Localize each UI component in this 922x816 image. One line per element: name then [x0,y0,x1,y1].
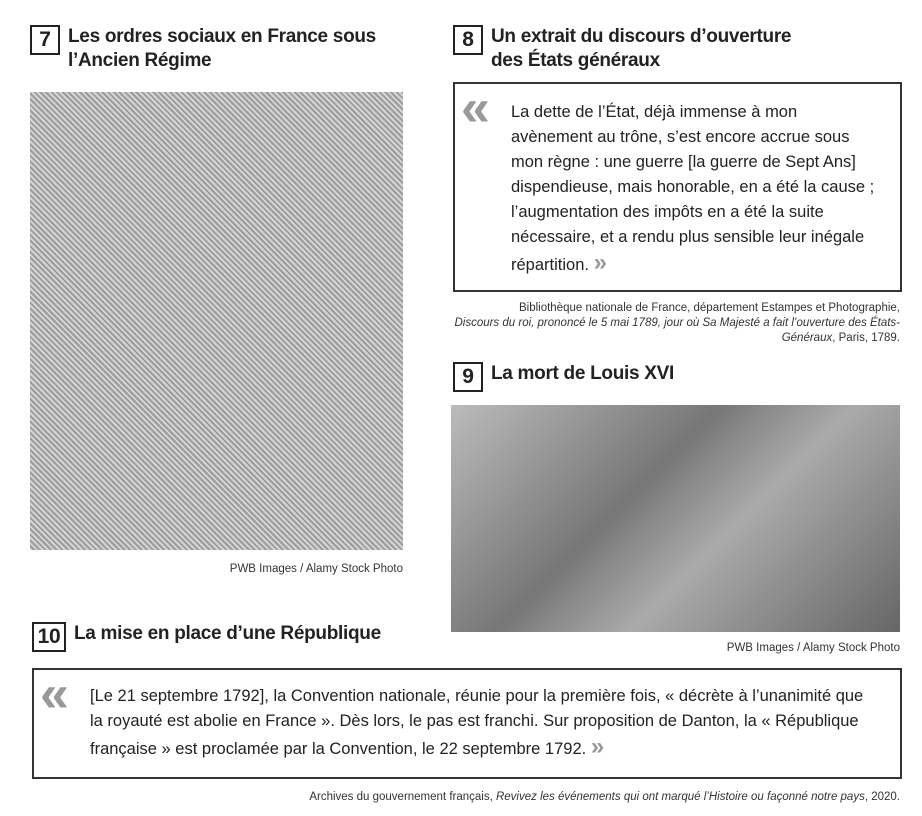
open-quote-icon: « [40,665,59,723]
doc7-engraving-image [30,92,403,550]
doc10-source: Archives du gouvernement français, Revivez les événements qui ont marqué l’Histoire ou façonné notre pays, 2020. [309,791,900,803]
doc10-number: 10 [32,622,66,652]
doc9-caption: PWB Images / Alamy Stock Photo [726,642,900,654]
doc7-heading [30,25,376,73]
doc9-title: La mort de Louis XVI [491,363,674,384]
doc10-quote-box [32,665,902,779]
doc8-heading [453,25,791,73]
close-quote-icon: » [593,249,602,276]
doc7-title-line1: Les ordres sociaux en France sous [68,26,376,47]
doc10-title: La mise en place d’une République [74,623,381,644]
open-quote-icon: « [461,79,480,137]
doc8-title-line2: des États généraux [491,50,660,71]
doc8-number: 8 [453,25,483,55]
doc7-title-line2: l’Ancien Régime [68,50,212,71]
doc10-heading [32,622,381,652]
close-quote-icon: » [590,733,600,760]
doc9-heading [453,362,674,392]
doc8-title-line1: Un extrait du discours d’ouverture [491,26,792,47]
doc8-quote-box [453,79,902,292]
doc8-quote: La dette de l’État, déjà immense à mon avènement au trône, s’est encore accrue sous mon règne : une guerre [la guerre de Sept Ans] dispendieuse, mais honorable, en a été la cause ; l’augmentation des impôts en a été la suite nécessaire, et a rendu plus sensible leur inégale répartition. » [511,103,875,276]
doc9-execution-image [451,405,900,632]
doc8-source: Bibliothèque nationale de France, département Estampes et Photographie, Discours du roi, prononcé le 5 mai 1789, jour où Sa Majesté a fait l’ouverture des États-Généraux, Paris, 1789. [454,302,900,344]
doc7-number: 7 [30,25,60,55]
doc7-caption: PWB Images / Alamy Stock Photo [229,563,403,575]
doc9-number: 9 [453,362,483,392]
doc10-quote: [Le 21 septembre 1792], la Convention nationale, réunie pour la première fois, « décrète à l’unanimité que la royauté est abolie en France ». Dès lors, le pas est franchi. Sur proposition de Danton, la « République française » est proclamée par la Convention, le 22 septembre 1792. » [90,687,864,760]
